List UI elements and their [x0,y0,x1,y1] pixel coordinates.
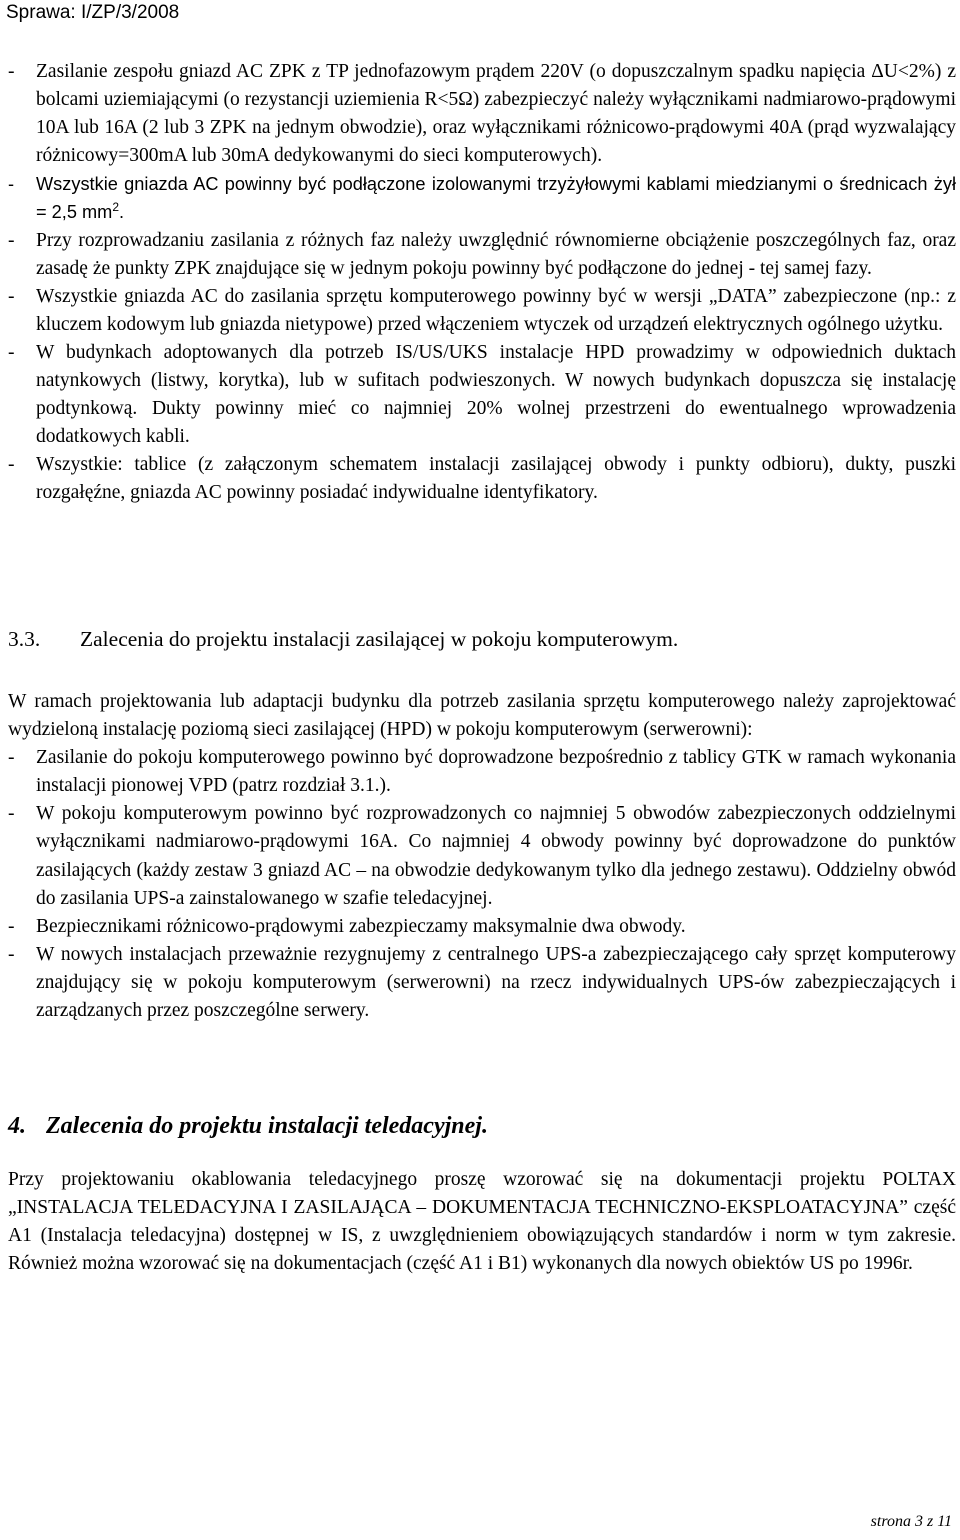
list-dash: - [8,341,15,363]
section-paragraph: W ramach projektowania lub adaptacji budynku dla potrzeb zasilania sprzętu komputerowego należy zaprojektować wydzieloną instalację poziomą sieci zasilającej (HPD) w pokoju komputerowym (serwerowni): [8,691,956,741]
list-item-text: Zasilanie do pokoju komputerowego powinno być doprowadzone bezpośrednio z tablicy GTK w ramach wykonania instalacji pionowej VPD (patrz rozdział 3.1.). [36,747,956,797]
list-dash: - [8,943,15,965]
list-item-text: Przy rozprowadzaniu zasilania z różnych faz należy uwzględnić równomierne obciążenie poszczególnych faz, oraz zasadę że punkty ZPK znajdujące się w jednym pokoju powinny być podłączone do jednej - tej samej fazy. [36,229,956,279]
list-item [8,941,956,1025]
list-item [8,913,956,941]
list-item [8,451,956,507]
section-4-body [8,1166,956,1278]
list-item-text: Wszystkie: tablice (z załączonym schematem instalacji zasilającej obwody i punkty odbioru), dukty, puszki rozgałęźne, gniazda AC powinny posiadać indywidualne identyfikatory. [36,454,956,504]
list-dash: - [8,454,15,476]
list-item [8,800,956,912]
list-item-text: W pokoju komputerowym powinno być rozprowadzonych co najmniej 5 obwodów zabezpieczonych oddzielnymi wyłącznikami nadmiarowo-prądowymi 16A. Co najmniej 4 obwody powinny być doprowadzone do punktów zasilających (każdy zestaw 3 gniazd AC – na obwodzie dedykowanym tylko dla jednego zestawu). Oddzielny obwód do zasilania UPS-a zainstalowanego w szafie teledacyjnej. [36,803,956,909]
section-heading-3-3 [8,624,678,654]
list-item-text: W budynkach adoptowanych dla potrzeb IS/US/UKS instalacje HPD prowadzimy w odpowiednich duktach natynkowych (listwy, korytka), lub w sufitach podwieszonych. W nowych budynkach dopuszcza się instalację podtynkową. Dukty powinny mieć co najmniej 20% wolnej przestrzeni do ewentualnego wprowadzenia dodatkowych kabli. [36,341,956,448]
list-item [8,227,956,283]
requirements-list [8,58,956,508]
document-header: Sprawa: I/ZP/3/2008 [6,2,180,23]
list-item-text: W nowych instalacjach przeważnie rezygnujemy z centralnego UPS-a zabezpieczającego cały sprzęt komputerowy znajdujący się w pokoju komputerowym (serwerowni) na rzecz indywidualnych UPS-ów zabezpieczających i zarządzanych przez poszczególne serwery. [36,943,956,1022]
section-title: Zalecenia do projektu instalacji zasilającej w pokoju komputerowym. [80,627,679,651]
list-item-text [36,174,956,222]
page-number: strona 3 z 11 [870,1513,952,1530]
list-dash: - [8,174,15,195]
section-title: Zalecenia do projektu instalacji teledacyjnej. [46,1113,488,1139]
superscript-exponent: 2 [112,200,119,215]
list-item [8,283,956,339]
list-dash: - [8,747,15,769]
list-item [8,744,956,800]
list-item-text: Wszystkie gniazda AC do zasilania sprzętu komputerowego powinny być w wersji „DATA” zabezpieczone (np.: z kluczem kodowym lub gniazda nietypowe) przed włączeniem wtyczek od urządzeń elektrycznych ogólnego użytku. [36,285,956,335]
list-dash: - [8,61,15,82]
list-item-text: Bezpiecznikami różnicowo-prądowymi zabezpieczamy maksymalnie dwa obwody. [36,915,686,937]
section-number: 3.3. [8,627,41,651]
list-item [8,339,956,451]
list-dash: - [8,229,15,251]
list-dash: - [8,285,15,307]
list-dash: - [8,803,15,825]
list-item-text-main: Wszystkie gniazda AC powinny być podłączone izolowanymi trzyżyłowymi kablami miedzianymi o średnicach żył = 2,5 mm [36,174,956,223]
list-item-text-tail: . [119,202,125,223]
section-number: 4. [8,1113,26,1139]
list-item [8,170,956,226]
list-item [8,58,956,170]
list-item-text: Zasilanie zespołu gniazd AC ZPK z TP jednofazowym prądem 220V (o dopuszczalnym spadku napięcia ΔU<2%) z bolcami uziemiającymi (o rezystancji uziemienia R<5Ω) zabezpieczyć należy wyłącznikami nadmiarowo-prądowymi 10A lub 16A (2 lub 3 ZPK na jednym obwodzie), oraz wyłącznikami różnicowo-prądowymi 40A (prąd wyzwalający różnicowy=300mA lub 30mA dedykowanymi do sieci komputerowych). [36,61,956,167]
list-dash: - [8,915,15,937]
section-heading-4 [8,1110,488,1142]
section-3-3-body [8,688,956,1025]
section-paragraph: Przy projektowaniu okablowania teledacyjnego proszę wzorować się na dokumentacji projektu POLTAX „INSTALACJA TELEDACYJNA I ZASILAJĄCA – DOKUMENTACJA TECHNICZNO-EKSPLOATACYJNA” część A1 (Instalacja teledacyjna) dostępnej w IS, z uwzględnieniem obowiązujących standardów i norm w tym zakresie. Również można wzorować się na dokumentacjach (część A1 i B1) wykonanych dla nowych obiektów US po 1996r. [8,1169,956,1275]
